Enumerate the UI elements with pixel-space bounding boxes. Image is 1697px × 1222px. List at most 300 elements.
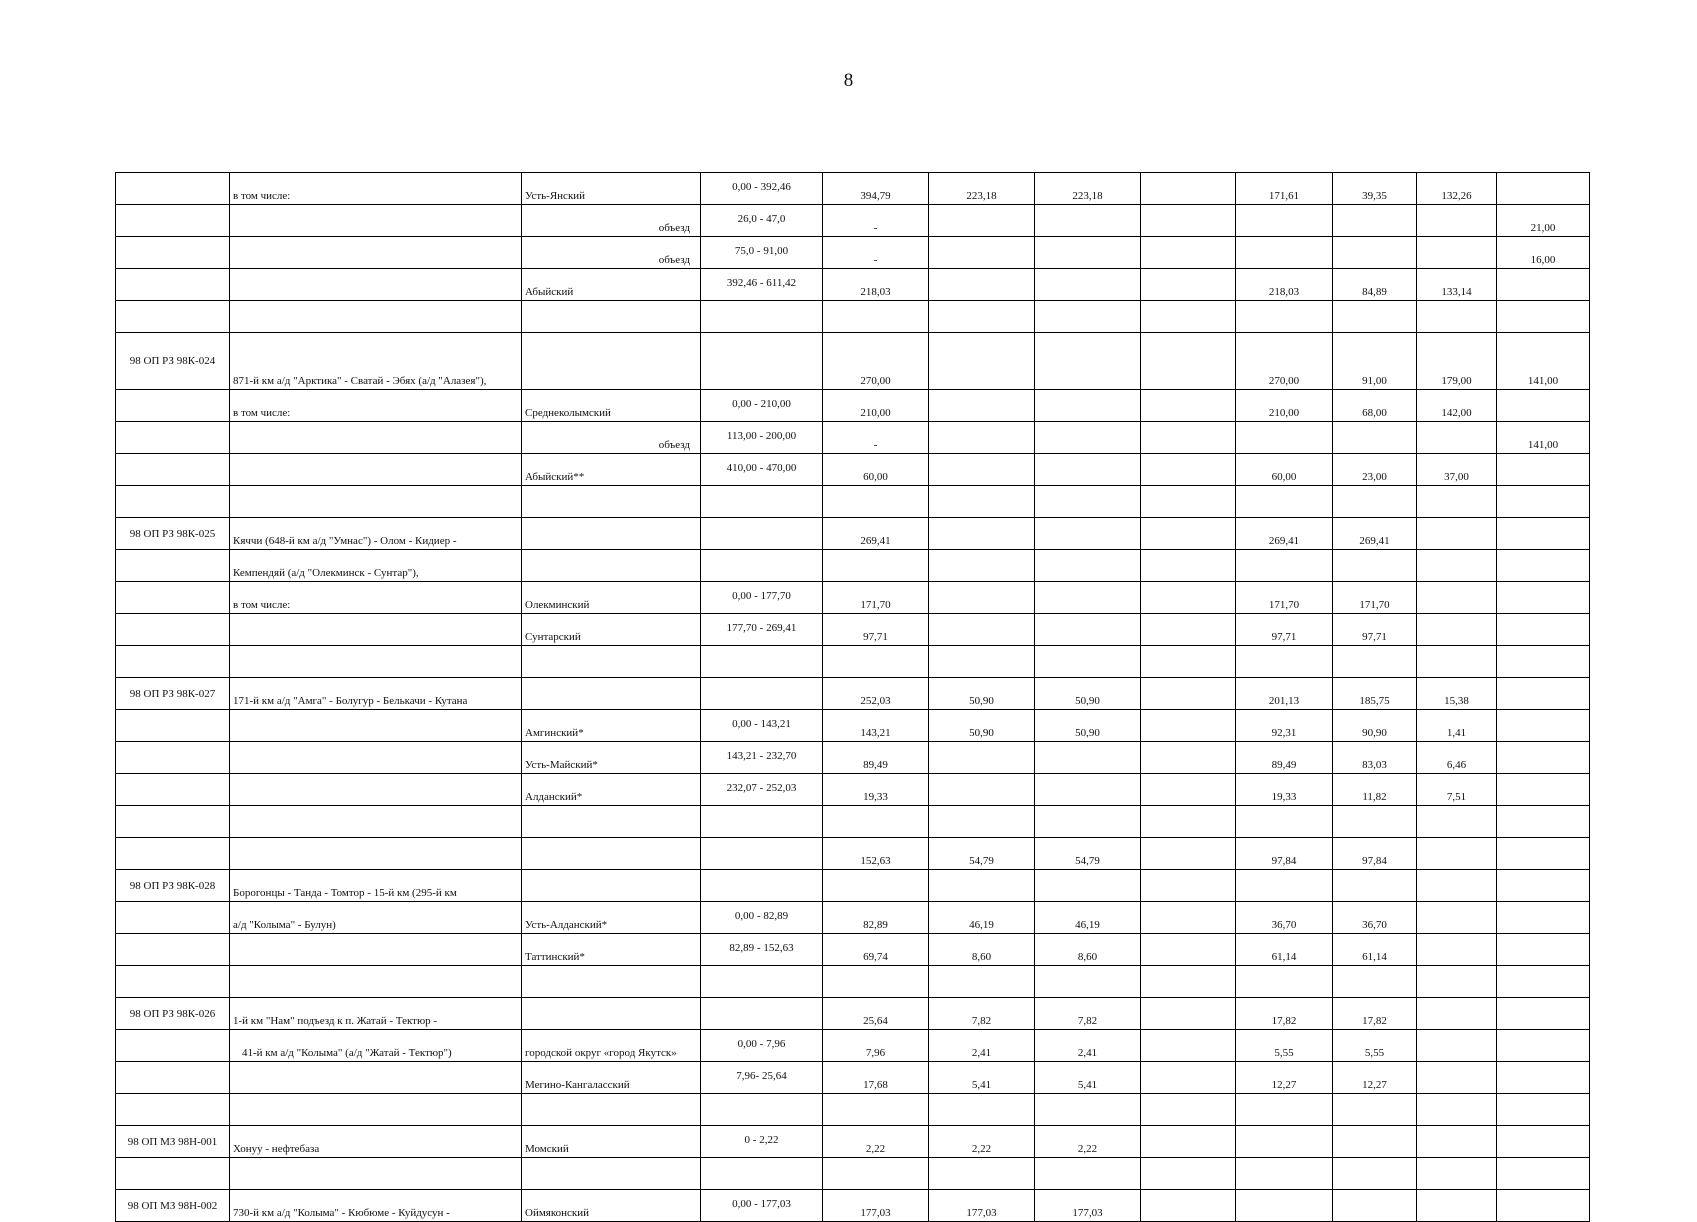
value-col-3-cell: 2,22 [1035,1126,1141,1158]
road-code-cell [116,1030,230,1062]
value-col-8-cell [1497,806,1590,838]
value-col-7-cell [1417,1030,1497,1062]
table-row [116,774,1590,806]
road-code-cell [116,301,230,333]
value-col-7-cell [1417,582,1497,614]
value-col-4-cell [1141,838,1236,870]
value-col-7-cell [1417,237,1497,269]
district-cell [522,518,701,550]
value-col-6-cell: 91,00 [1333,333,1417,390]
district-cell [522,870,701,902]
km-range-cell: 0,00 - 177,70 [701,582,823,614]
value-col-3-cell [1035,966,1141,998]
table-row [116,390,1590,422]
value-col-6-cell: 83,03 [1333,742,1417,774]
value-col-2-cell [929,550,1035,582]
km-range-cell: 392,46 - 611,42 [701,269,823,301]
district-cell: городской округ «город Якутск» [522,1030,701,1062]
value-col-6-cell [1333,486,1417,518]
value-col-5-cell [1236,1158,1333,1190]
value-col-8-cell: 141,00 [1497,422,1590,454]
value-col-6-cell: 5,55 [1333,1030,1417,1062]
value-col-5-cell [1236,1190,1333,1222]
road-code-cell: 98 ОП РЗ 98К-025 [116,518,230,550]
value-col-8-cell [1497,742,1590,774]
value-col-6-cell [1333,301,1417,333]
total-length-cell: 270,00 [823,333,929,390]
km-range-cell [701,838,823,870]
value-col-3-cell [1035,1158,1141,1190]
km-range-cell: 113,00 - 200,00 [701,422,823,454]
table-row [116,646,1590,678]
km-range-cell [701,678,823,710]
total-length-cell: 2,22 [823,1126,929,1158]
value-col-8-cell [1497,486,1590,518]
value-col-8-cell: 21,00 [1497,205,1590,237]
km-range-cell: 0,00 - 143,21 [701,710,823,742]
road-code-cell [116,1094,230,1126]
district-cell [522,998,701,1030]
road-code-cell [116,422,230,454]
value-col-7-cell [1417,934,1497,966]
km-range-cell [701,998,823,1030]
table-row [116,173,1590,205]
value-col-4-cell [1141,301,1236,333]
value-col-3-cell [1035,454,1141,486]
total-length-cell: 19,33 [823,774,929,806]
total-length-cell [823,806,929,838]
value-col-7-cell [1417,998,1497,1030]
road-name-cell: 171-й км а/д "Амга" - Болугур - Белькачи - Кутана [230,678,522,710]
road-code-cell [116,550,230,582]
value-col-4-cell [1141,614,1236,646]
value-col-3-cell [1035,742,1141,774]
value-col-7-cell: 133,14 [1417,269,1497,301]
road-code-cell [116,614,230,646]
value-col-2-cell [929,333,1035,390]
value-col-2-cell [929,582,1035,614]
value-col-4-cell [1141,454,1236,486]
value-col-7-cell [1417,614,1497,646]
value-col-6-cell: 269,41 [1333,518,1417,550]
value-col-2-cell: 54,79 [929,838,1035,870]
value-col-7-cell [1417,870,1497,902]
km-range-cell [701,301,823,333]
total-length-cell: 60,00 [823,454,929,486]
value-col-7-cell: 132,26 [1417,173,1497,205]
district-cell: объезд [522,237,701,269]
value-col-3-cell [1035,1094,1141,1126]
table-row [116,1126,1590,1158]
table-row [116,998,1590,1030]
value-col-3-cell [1035,205,1141,237]
value-col-6-cell: 185,75 [1333,678,1417,710]
value-col-7-cell: 142,00 [1417,390,1497,422]
road-name-cell [230,237,522,269]
km-range-cell: 0,00 - 392,46 [701,173,823,205]
value-col-3-cell [1035,774,1141,806]
value-col-2-cell [929,422,1035,454]
road-code-cell [116,237,230,269]
value-col-6-cell [1333,870,1417,902]
value-col-3-cell: 5,41 [1035,1062,1141,1094]
value-col-2-cell [929,518,1035,550]
value-col-3-cell: 50,90 [1035,678,1141,710]
table-row [116,422,1590,454]
value-col-8-cell [1497,870,1590,902]
total-length-cell: 143,21 [823,710,929,742]
road-name-cell [230,454,522,486]
value-col-5-cell: 171,70 [1236,582,1333,614]
value-col-5-cell [1236,966,1333,998]
table-row [116,1030,1590,1062]
road-code-cell: 98 ОП РЗ 98К-027 [116,678,230,710]
table-row [116,1190,1590,1222]
value-col-3-cell: 223,18 [1035,173,1141,205]
district-cell [522,1158,701,1190]
table-row [116,269,1590,301]
value-col-6-cell [1333,205,1417,237]
value-col-2-cell [929,205,1035,237]
road-code-cell [116,710,230,742]
value-col-8-cell [1497,550,1590,582]
value-col-2-cell: 8,60 [929,934,1035,966]
km-range-cell [701,550,823,582]
value-col-8-cell [1497,1062,1590,1094]
road-name-cell [230,742,522,774]
district-cell: Алданский* [522,774,701,806]
value-col-8-cell [1497,301,1590,333]
km-range-cell: 75,0 - 91,00 [701,237,823,269]
district-cell [522,1094,701,1126]
total-length-cell: 252,03 [823,678,929,710]
value-col-7-cell [1417,205,1497,237]
value-col-2-cell [929,966,1035,998]
value-col-2-cell [929,301,1035,333]
value-col-3-cell: 2,41 [1035,1030,1141,1062]
value-col-7-cell [1417,646,1497,678]
road-code-cell [116,774,230,806]
road-code-cell [116,966,230,998]
district-cell: объезд [522,205,701,237]
value-col-5-cell: 89,49 [1236,742,1333,774]
value-col-4-cell [1141,1062,1236,1094]
table-row [116,550,1590,582]
km-range-cell: 177,70 - 269,41 [701,614,823,646]
value-col-6-cell: 23,00 [1333,454,1417,486]
value-col-8-cell [1497,902,1590,934]
road-name-cell [230,301,522,333]
value-col-4-cell [1141,205,1236,237]
value-col-6-cell [1333,1158,1417,1190]
value-col-5-cell [1236,550,1333,582]
value-col-3-cell [1035,486,1141,518]
total-length-cell: 97,71 [823,614,929,646]
value-col-3-cell [1035,390,1141,422]
table-row [116,301,1590,333]
value-col-3-cell: 54,79 [1035,838,1141,870]
value-col-6-cell: 68,00 [1333,390,1417,422]
value-col-4-cell [1141,902,1236,934]
km-range-cell: 0,00 - 7,96 [701,1030,823,1062]
value-col-7-cell [1417,301,1497,333]
value-col-7-cell [1417,966,1497,998]
km-range-cell: 410,00 - 470,00 [701,454,823,486]
value-col-4-cell [1141,710,1236,742]
road-code-cell [116,902,230,934]
value-col-5-cell [1236,806,1333,838]
district-cell: Сунтарский [522,614,701,646]
value-col-7-cell [1417,1190,1497,1222]
value-col-2-cell [929,1094,1035,1126]
value-col-8-cell: 16,00 [1497,237,1590,269]
value-col-2-cell: 7,82 [929,998,1035,1030]
table-body [116,173,1590,1222]
value-col-8-cell [1497,838,1590,870]
value-col-2-cell [929,390,1035,422]
value-col-2-cell [929,774,1035,806]
value-col-2-cell [929,806,1035,838]
district-cell [522,966,701,998]
road-code-cell [116,646,230,678]
value-col-7-cell [1417,518,1497,550]
value-col-8-cell [1497,1190,1590,1222]
value-col-3-cell [1035,870,1141,902]
table-row [116,518,1590,550]
total-length-cell [823,1094,929,1126]
road-name-cell: Хонуу - нефтебаза [230,1126,522,1158]
value-col-5-cell [1236,646,1333,678]
value-col-7-cell: 179,00 [1417,333,1497,390]
value-col-6-cell: 39,35 [1333,173,1417,205]
km-range-cell [701,806,823,838]
value-col-2-cell: 50,90 [929,710,1035,742]
value-col-6-cell [1333,550,1417,582]
total-length-cell: 82,89 [823,902,929,934]
table-row [116,1062,1590,1094]
value-col-2-cell: 50,90 [929,678,1035,710]
value-col-5-cell: 171,61 [1236,173,1333,205]
table-row [116,205,1590,237]
value-col-3-cell: 50,90 [1035,710,1141,742]
value-col-4-cell [1141,173,1236,205]
value-col-6-cell [1333,237,1417,269]
total-length-cell [823,301,929,333]
value-col-2-cell: 5,41 [929,1062,1035,1094]
table-row [116,454,1590,486]
value-col-4-cell [1141,486,1236,518]
road-name-cell: 1-й км "Нам" подъезд к п. Жатай - Тектюр - [230,998,522,1030]
value-col-7-cell: 7,51 [1417,774,1497,806]
value-col-4-cell [1141,742,1236,774]
district-cell: Амгинский* [522,710,701,742]
road-name-cell: 871-й км а/д "Арктика" - Сватай - Эбях (а/д "Алазея"), [230,333,522,390]
district-cell [522,806,701,838]
value-col-3-cell [1035,269,1141,301]
table-row [116,1158,1590,1190]
value-col-5-cell: 210,00 [1236,390,1333,422]
value-col-6-cell [1333,806,1417,838]
table-row [116,966,1590,998]
total-length-cell [823,486,929,518]
value-col-3-cell [1035,237,1141,269]
district-cell: Олекминский [522,582,701,614]
value-col-3-cell [1035,806,1141,838]
district-cell: Среднеколымский [522,390,701,422]
value-col-7-cell [1417,1094,1497,1126]
value-col-8-cell [1497,1030,1590,1062]
district-cell [522,646,701,678]
value-col-7-cell: 6,46 [1417,742,1497,774]
district-cell [522,678,701,710]
km-range-cell: 0,00 - 210,00 [701,390,823,422]
road-name-cell: 730-й км а/д "Колыма" - Кюбюме - Куйдусун - [230,1190,522,1222]
total-length-cell [823,1158,929,1190]
value-col-8-cell [1497,173,1590,205]
road-code-cell: 98 ОП РЗ 98К-024 [116,333,230,390]
value-col-2-cell [929,1158,1035,1190]
road-name-cell [230,1062,522,1094]
value-col-5-cell: 19,33 [1236,774,1333,806]
district-cell [522,301,701,333]
road-code-cell [116,269,230,301]
table-row [116,678,1590,710]
road-code-cell: 98 ОП РЗ 98К-026 [116,998,230,1030]
table-row [116,838,1590,870]
value-col-5-cell [1236,237,1333,269]
total-length-cell: 210,00 [823,390,929,422]
value-col-3-cell: 7,82 [1035,998,1141,1030]
road-name-cell: а/д "Колыма" - Булун) [230,902,522,934]
value-col-4-cell [1141,774,1236,806]
value-col-3-cell: 177,03 [1035,1190,1141,1222]
value-col-5-cell: 61,14 [1236,934,1333,966]
value-col-7-cell [1417,422,1497,454]
road-code-cell [116,1062,230,1094]
km-range-cell [701,518,823,550]
road-code-cell [116,173,230,205]
table-row [116,902,1590,934]
km-range-cell: 0,00 - 82,89 [701,902,823,934]
value-col-5-cell [1236,486,1333,518]
value-col-8-cell [1497,710,1590,742]
value-col-7-cell [1417,1062,1497,1094]
value-col-8-cell [1497,646,1590,678]
district-cell: Абыйский** [522,454,701,486]
value-col-8-cell [1497,614,1590,646]
value-col-4-cell [1141,390,1236,422]
table-row [116,333,1590,390]
table-row [116,806,1590,838]
value-col-2-cell: 46,19 [929,902,1035,934]
district-cell: Мегино-Кангаласский [522,1062,701,1094]
value-col-3-cell [1035,518,1141,550]
value-col-3-cell [1035,301,1141,333]
value-col-3-cell [1035,646,1141,678]
value-col-4-cell [1141,998,1236,1030]
road-name-cell: 41-й км а/д "Колыма" (а/д "Жатай - Тектюр") [230,1030,522,1062]
value-col-6-cell: 36,70 [1333,902,1417,934]
value-col-6-cell: 61,14 [1333,934,1417,966]
value-col-2-cell [929,742,1035,774]
road-name-cell [230,838,522,870]
value-col-5-cell: 60,00 [1236,454,1333,486]
value-col-6-cell: 17,82 [1333,998,1417,1030]
value-col-5-cell [1236,301,1333,333]
total-length-cell: - [823,205,929,237]
value-col-2-cell [929,269,1035,301]
value-col-5-cell [1236,1094,1333,1126]
road-name-cell: в том числе: [230,390,522,422]
total-length-cell: - [823,237,929,269]
value-col-5-cell [1236,1126,1333,1158]
value-col-7-cell [1417,550,1497,582]
value-col-7-cell [1417,902,1497,934]
road-code-cell: 98 ОП МЗ 98Н-001 [116,1126,230,1158]
value-col-3-cell [1035,614,1141,646]
total-length-cell [823,646,929,678]
km-range-cell [701,870,823,902]
value-col-6-cell: 84,89 [1333,269,1417,301]
value-col-5-cell: 17,82 [1236,998,1333,1030]
value-col-5-cell [1236,422,1333,454]
km-range-cell: 143,21 - 232,70 [701,742,823,774]
total-length-cell: 152,63 [823,838,929,870]
km-range-cell [701,1158,823,1190]
road-name-cell [230,422,522,454]
value-col-8-cell [1497,390,1590,422]
value-col-6-cell: 171,70 [1333,582,1417,614]
road-code-cell [116,454,230,486]
value-col-4-cell [1141,678,1236,710]
road-name-cell: Кемпендяй (а/д "Олекминск - Сунтар"), [230,550,522,582]
value-col-8-cell [1497,454,1590,486]
value-col-2-cell: 2,22 [929,1126,1035,1158]
value-col-7-cell: 1,41 [1417,710,1497,742]
value-col-5-cell: 97,84 [1236,838,1333,870]
value-col-7-cell [1417,806,1497,838]
value-col-3-cell [1035,333,1141,390]
value-col-8-cell [1497,1094,1590,1126]
district-cell: Оймяконский [522,1190,701,1222]
road-code-cell [116,1158,230,1190]
road-code-cell [116,205,230,237]
value-col-3-cell [1035,550,1141,582]
road-name-cell [230,1158,522,1190]
value-col-8-cell [1497,966,1590,998]
value-col-4-cell [1141,1030,1236,1062]
total-length-cell: 7,96 [823,1030,929,1062]
value-col-8-cell [1497,998,1590,1030]
district-cell [522,550,701,582]
km-range-cell [701,333,823,390]
km-range-cell: 0,00 - 177,03 [701,1190,823,1222]
value-col-2-cell [929,614,1035,646]
value-col-4-cell [1141,550,1236,582]
km-range-cell: 26,0 - 47,0 [701,205,823,237]
value-col-6-cell: 11,82 [1333,774,1417,806]
road-name-cell: в том числе: [230,173,522,205]
value-col-4-cell [1141,333,1236,390]
road-code-cell: 98 ОП РЗ 98К-028 [116,870,230,902]
km-range-cell: 82,89 - 152,63 [701,934,823,966]
district-cell [522,838,701,870]
road-name-cell: Борогонцы - Танда - Томтор - 15-й км (295-й км [230,870,522,902]
road-name-cell [230,710,522,742]
value-col-8-cell [1497,678,1590,710]
table-row [116,582,1590,614]
table-row [116,486,1590,518]
